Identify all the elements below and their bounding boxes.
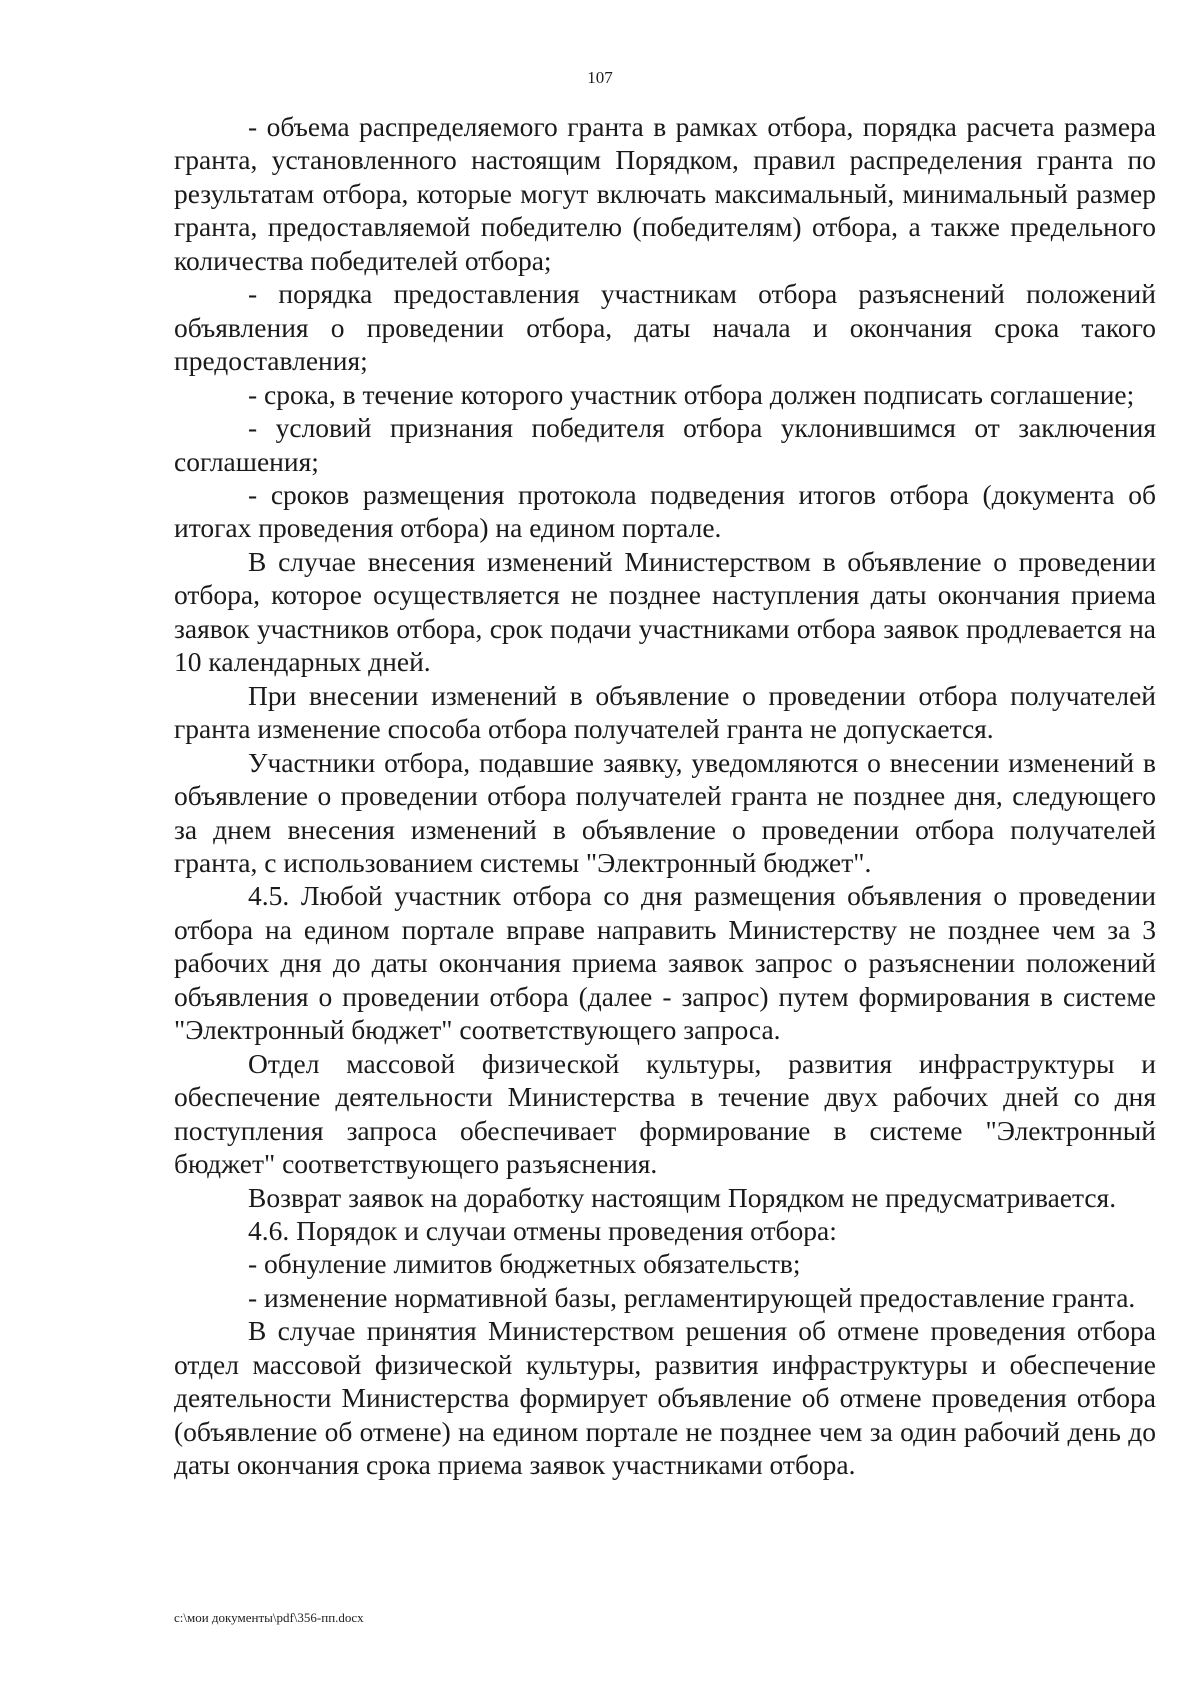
paragraph-section-4-6: 4.6. Порядок и случаи отмены проведения отбора: — [248, 1214, 837, 1246]
paragraph-clarification-procedure: - порядка предоставления участникам отбора разъяснений положений объявления о проведении отбора, даты начала и окончания срока такого предоставления; — [174, 278, 1156, 377]
paragraph-evasion-conditions: - условий признания победителя отбора уклонившимся от заключения соглашения; — [174, 412, 1156, 477]
paragraph-limits-reset: - обнуление лимитов бюджетных обязательств; — [248, 1248, 801, 1280]
paragraph-section-4-5: 4.5. Любой участник отбора со дня размещения объявления о проведении отбора на едином портале вправе направить Министерству не позднее чем за 3 рабочих дня до даты окончания приема заявок запрос о разъяснении положений объявления о проведении отбора (далее - запрос) путем формирования в системе "Электронный бюджет" соответствующего запроса. — [174, 880, 1156, 1046]
paragraph-regulation-change: - изменение нормативной базы, регламентирующей предоставление гранта. — [248, 1281, 1136, 1313]
paragraph-department-response: Отдел массовой физической культуры, развития инфраструктуры и обеспечение деятельности Министерства в течение двух рабочих дней со дня поступления запроса обеспечивает формирование в системе "Электронный бюджет" соответствующего разъяснения. — [174, 1047, 1156, 1180]
paragraph-no-return: Возврат заявок на доработку настоящим Порядком не предусматривается. — [248, 1181, 1117, 1213]
footer-file-path: c:\мои документы\pdf\356-пп.docx — [174, 1610, 364, 1625]
paragraph-cancellation: В случае принятия Министерством решения об отмене проведения отбора отдел массовой физической культуры, развития инфраструктуры и обеспечение деятельности Министерства формирует объявление об отмене проведения отбора (объявление об отмене) на едином портале не позднее чем за один рабочий день до даты окончания срока приема заявок участниками отбора. — [174, 1315, 1156, 1481]
document-body — [174, 110, 1156, 1482]
page-number: 107 — [587, 68, 613, 87]
paragraph-announcement-changes: В случае внесения изменений Министерством в объявление о проведении отбора, которое осуществляется не позднее наступления даты окончания приема заявок участников отбора, срок подачи участниками отбора заявок продлевается на 10 календарных дней. — [174, 545, 1156, 678]
paragraph-grant-volume: - объема распределяемого гранта в рамках отбора, порядка расчета размера гранта, установленного настоящим Порядком, правил распределения гранта по результатам отбора, которые могут включать максимальный, минимальный размер гранта, предоставляемой победителю (победителям) отбора, а также предельного количества победителей отбора; — [174, 111, 1156, 276]
paragraph-participant-notification: Участники отбора, подавшие заявку, уведомляются о внесении изменений в объявление о проведении отбора получателей гранта не позднее дня, следующего за днем внесения изменений в объявление о проведении отбора получателей гранта, с использованием системы "Электронный бюджет". — [174, 746, 1156, 878]
paragraph-selection-method: При внесении изменений в объявление о проведении отбора получателей гранта изменение способа отбора получателей гранта не допускается. — [174, 679, 1156, 745]
paragraph-protocol-terms: - сроков размещения протокола подведения итогов отбора (документа об итогах проведения отбора) на едином портале. — [174, 478, 1156, 544]
paragraph-agreement-term: - срока, в течение которого участник отбора должен подписать соглашение; — [248, 378, 1135, 410]
